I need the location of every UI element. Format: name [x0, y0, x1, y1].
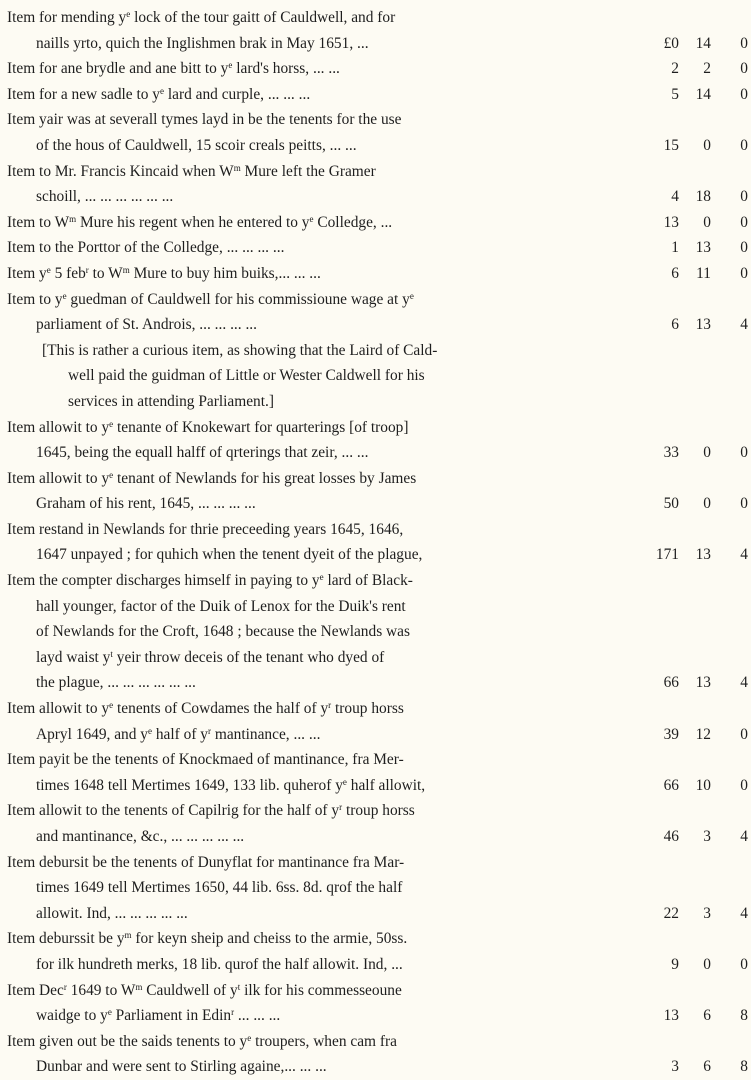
amount-column [641, 235, 751, 261]
entry-line [0, 850, 751, 876]
entry-line [0, 440, 751, 466]
amount-shillings: 0 [703, 955, 711, 973]
amount-pence: 4 [740, 316, 748, 334]
entry-text: times 1648 tell Mertimes 1649, 133 lib. quherof $y^e$ half allowit, [36, 776, 426, 794]
ledger-item [0, 107, 751, 158]
entry-text: Item the compter discharges himself in paying to $y^e$ lard of Black- [7, 572, 413, 590]
entry-text: Item yair was at severall tymes layd in be the tenents for the use [7, 111, 402, 129]
entry-line [0, 926, 751, 952]
entry-text: 1645, being the equall halff of qrterings that zeir, ... ... [36, 444, 369, 462]
amount-pounds: 1 [671, 239, 679, 257]
entry-line [0, 901, 751, 927]
entry-line [0, 824, 751, 850]
amount-shillings: 13 [695, 316, 711, 334]
entry-text: of the hous of Cauldwell, 15 scoir creals peitts, ... ... [36, 136, 357, 154]
entry-line [0, 210, 751, 236]
entry-text: Item payit be the tenents of Knockmaed of mantinance, fra Mer- [7, 751, 404, 769]
entry-text: Item for a new sadle to $y^e$ lard and curple, ... ... ... [7, 85, 311, 103]
ledger-item [0, 1029, 751, 1080]
amount-shillings: 11 [696, 264, 711, 282]
ledger-item [0, 978, 751, 1029]
amount-column [641, 722, 751, 748]
entry-text: waidge to $y^e$ Parliament in Edin$^r$ ... ... ... [36, 1007, 281, 1025]
amount-column [641, 952, 751, 978]
entry-text: Apryl 1649, and $y^e$ half of $y^r$ mantinance, ... ... [36, 725, 321, 743]
amount-column [641, 1054, 751, 1080]
entry-line [0, 235, 751, 261]
editorial-note [0, 338, 751, 415]
amount-pence: 8 [740, 1058, 748, 1076]
entry-line [0, 542, 751, 568]
amount-shillings: 6 [703, 1007, 711, 1025]
entry-text: Item for ane brydle and ane bitt to $y^e$ lard's horss, ... ... [7, 60, 340, 78]
amount-pence: 0 [740, 60, 748, 78]
amount-pounds: 6 [671, 264, 679, 282]
ledger-item [0, 287, 751, 338]
entry-line [0, 363, 751, 389]
ledger-item [0, 696, 751, 747]
entry-text: Dunbar and were sent to Stirling againe,... ... ... [36, 1058, 327, 1076]
amount-column [641, 184, 751, 210]
entry-line [0, 952, 751, 978]
amount-pounds: 22 [663, 904, 679, 922]
entry-line [0, 747, 751, 773]
amount-shillings: 18 [695, 188, 711, 206]
entry-line [0, 1054, 751, 1080]
amount-pence: 8 [740, 1007, 748, 1025]
entry-text: and mantinance, &c., ... ... ... ... ... [36, 828, 245, 845]
amount-pounds: 39 [663, 725, 679, 743]
ledger-item [0, 850, 751, 927]
entry-text: Item given out be the saids tenents to $y^e$ troupers, when cam fra [7, 1032, 397, 1050]
amount-pence: 4 [740, 828, 748, 845]
ledger-item [0, 5, 751, 56]
amount-column [641, 670, 751, 696]
entry-line [0, 978, 751, 1004]
amount-shillings: 3 [703, 828, 711, 845]
amount-pounds: 50 [663, 495, 679, 513]
amount-shillings: 0 [703, 213, 711, 231]
amount-column [641, 542, 751, 568]
entry-line [0, 338, 751, 364]
amount-pence: 4 [740, 546, 748, 564]
amount-pounds: 5 [671, 85, 679, 103]
amount-column [641, 440, 751, 466]
amount-column [641, 1003, 751, 1029]
ledger-item [0, 415, 751, 466]
amount-shillings: 0 [703, 444, 711, 462]
ledger-item [0, 159, 751, 210]
amount-column [641, 133, 751, 159]
ledger-item [0, 798, 751, 849]
entry-text: naills yrto, quich the Inglishmen brak in May 1651, ... [36, 34, 369, 52]
entry-line [0, 107, 751, 133]
amount-pounds: 66 [663, 776, 679, 794]
amount-pence: 0 [740, 34, 748, 52]
entry-line [0, 466, 751, 492]
amount-pounds: 33 [663, 444, 679, 462]
entry-line [0, 1029, 751, 1055]
entry-text: Item for mending $y^e$ lock of the tour gaitt of Cauldwell, and for [7, 9, 396, 26]
amount-pounds: 9 [671, 955, 679, 973]
amount-pounds: 3 [671, 1058, 679, 1076]
amount-pence: 4 [740, 674, 748, 692]
entry-line [0, 1003, 751, 1029]
entry-line [0, 184, 751, 210]
amount-pounds: 2 [671, 60, 679, 78]
entry-text: Graham of his rent, 1645, ... ... ... ... [36, 495, 256, 513]
entry-text: Item allowit to $y^e$ tenante of Knokewart for quarterings [of troop] [7, 418, 409, 436]
entry-text: allowit. Ind, ... ... ... ... ... [36, 904, 188, 922]
entry-text: Item $y^e$ 5 feb$^r$ to $W^m$ Mure to buy him buiks,... ... ... [7, 264, 321, 282]
entry-text: Item to Mr. Francis Kincaid when $W^m$ Mure left the Gramer [7, 162, 376, 180]
amount-pounds: 66 [663, 674, 679, 692]
entry-text: times 1649 tell Mertimes 1650, 44 lib. 6ss. 8d. qrof the half [36, 879, 403, 897]
entry-line [0, 568, 751, 594]
ledger-item [0, 747, 751, 798]
ledger-item [0, 235, 751, 261]
entry-line [0, 491, 751, 517]
amount-pence: 0 [740, 776, 748, 794]
amount-pence: 0 [740, 725, 748, 743]
ledger-item [0, 926, 751, 977]
entry-text: hall younger, factor of the Duik of Lenox for the Duik's rent [36, 597, 406, 615]
amount-pounds: 15 [663, 136, 679, 154]
entry-text: for ilk hundreth merks, 18 lib. qurof the half allowit. Ind, ... [36, 955, 403, 973]
ledger-item [0, 210, 751, 236]
amount-shillings: 13 [695, 239, 711, 257]
entry-text: [This is rather a curious item, as showing that the Laird of Cald- [42, 341, 438, 359]
amount-pence: 0 [740, 85, 748, 103]
entry-line [0, 594, 751, 620]
amount-column [641, 82, 751, 108]
amount-shillings: 12 [695, 725, 711, 743]
amount-pounds: 46 [663, 828, 679, 845]
amount-shillings: 10 [695, 776, 711, 794]
amount-pence: 0 [740, 188, 748, 206]
amount-column [641, 773, 751, 799]
amount-pounds: 4 [671, 188, 679, 206]
entry-line [0, 696, 751, 722]
entry-text: Item deburssit be $y^m$ for keyn sheip and cheiss to the armie, 50ss. [7, 930, 408, 948]
amount-pence: 0 [740, 136, 748, 154]
entry-text: services in attending Parliament.] [68, 392, 275, 410]
amount-shillings: 14 [695, 85, 711, 103]
amount-pence: 0 [740, 239, 748, 257]
entry-text: 1647 unpayed ; for quhich when the tenent dyeit of the plague, [36, 546, 423, 564]
entry-line [0, 645, 751, 671]
entry-text: parliament of St. Androis, ... ... ... ... [36, 316, 258, 334]
entry-text: layd waist $y^t$ yeir throw deceis of the tenant who dyed of [36, 648, 385, 666]
amount-column [641, 312, 751, 338]
amount-shillings: 6 [703, 1058, 711, 1076]
ledger-item [0, 82, 751, 108]
amount-pounds: 13 [663, 213, 679, 231]
amount-pounds: 13 [663, 1007, 679, 1025]
entry-line [0, 415, 751, 441]
entry-line [0, 722, 751, 748]
amount-column [641, 261, 751, 287]
amount-shillings: 2 [703, 60, 711, 78]
ledger-item [0, 466, 751, 517]
entry-text: Item to the Porttor of the Colledge, ... ... ... ... [7, 239, 285, 257]
amount-pence: 0 [740, 264, 748, 282]
entry-text: Item to $W^m$ Mure his regent when he entered to $y^e$ Colledge, ... [7, 213, 393, 231]
amount-shillings: 13 [695, 674, 711, 692]
entry-line [0, 56, 751, 82]
amount-pence: 4 [740, 904, 748, 922]
entry-line [0, 159, 751, 185]
entry-line [0, 875, 751, 901]
entry-text: Item allowit to $y^e$ tenents of Cowdames the half of $y^r$ troup horss [7, 700, 404, 718]
entry-line [0, 31, 751, 57]
amount-pounds: £0 [663, 34, 679, 52]
amount-pounds: 6 [671, 316, 679, 334]
entry-text: Item allowit to $y^e$ tenant of Newlands for his great losses by James [7, 469, 417, 487]
entry-text: the plague, ... ... ... ... ... ... [36, 674, 196, 692]
entry-line [0, 773, 751, 799]
ledger-item [0, 517, 751, 568]
entry-text: well paid the guidman of Little or Wester Caldwell for his [68, 367, 425, 385]
amount-column [641, 56, 751, 82]
entry-line [0, 312, 751, 338]
entry-line [0, 619, 751, 645]
amount-pence: 0 [740, 213, 748, 231]
entry-line [0, 82, 751, 108]
entry-line [0, 798, 751, 824]
amount-pence: 0 [740, 955, 748, 973]
amount-shillings: 3 [703, 904, 711, 922]
entry-line [0, 670, 751, 696]
entry-line [0, 517, 751, 543]
ledger-item [0, 568, 751, 696]
amount-shillings: 14 [695, 34, 711, 52]
amount-shillings: 0 [703, 495, 711, 513]
amount-shillings: 0 [703, 136, 711, 154]
amount-column [641, 901, 751, 927]
entry-text: Item restand in Newlands for thrie preceeding years 1645, 1646, [7, 520, 404, 538]
ledger-item [0, 261, 751, 287]
entry-line [0, 389, 751, 415]
amount-column [641, 210, 751, 236]
amount-pence: 0 [740, 495, 748, 513]
amount-pence: 0 [740, 444, 748, 462]
amount-column [641, 31, 751, 57]
amount-column [641, 824, 751, 850]
entry-line [0, 261, 751, 287]
entry-line [0, 133, 751, 159]
entry-line [0, 287, 751, 313]
entry-text: of Newlands for the Croft, 1648 ; because the Newlands was [36, 623, 410, 641]
amount-pounds: 171 [655, 546, 679, 564]
amount-column [641, 491, 751, 517]
entry-text: Item allowit to the tenents of Capilrig for the half of $y^r$ troup horss [7, 802, 415, 820]
ledger-item [0, 56, 751, 82]
entry-line [0, 5, 751, 31]
entry-text: Item Dec$^r$ 1649 to $W^m$ Cauldwell of $y^t$ ilk for his commesseoune [7, 981, 402, 999]
entry-text: schoill, ... ... ... ... ... ... [36, 188, 174, 206]
amount-shillings: 13 [695, 546, 711, 564]
entry-text: Item to $y^e$ guedman of Cauldwell for his commissioune wage at $y^e$ [7, 290, 414, 308]
entry-text: Item debursit be the tenents of Dunyflat for mantinance fra Mar- [7, 853, 405, 871]
